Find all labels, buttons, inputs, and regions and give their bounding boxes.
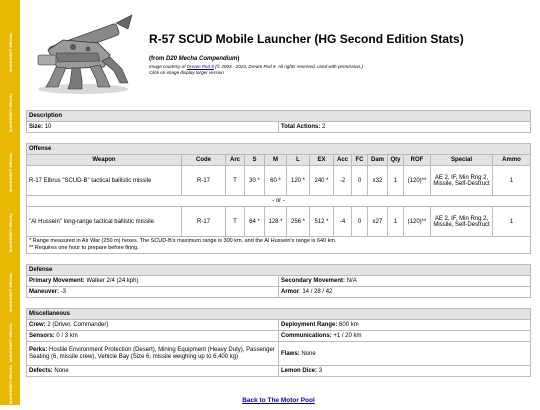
- deployment-value: 600 km: [339, 322, 359, 328]
- crew-value: 2 (Driver, Commander): [47, 322, 109, 328]
- maneuver-cell: [27, 287, 279, 298]
- col-arc: Arc: [226, 155, 245, 166]
- table-row: [27, 207, 531, 237]
- size-label: Size:: [29, 124, 44, 130]
- maneuver-value: -3: [60, 289, 67, 295]
- misc-table: [26, 308, 531, 377]
- sidebar-link[interactable]: [2, 88, 18, 138]
- weapon-qty: 1: [388, 166, 404, 196]
- defects-cell: [27, 366, 279, 377]
- col-dam: Dam: [368, 155, 388, 166]
- sidebar-link-label: MAKESHIFT MECHA: [7, 33, 13, 73]
- range-l: 120 *: [287, 166, 310, 196]
- credit-prefix: Image courtesy of: [149, 64, 187, 69]
- deployment-cell: [279, 320, 531, 331]
- armor-cell: [279, 287, 531, 298]
- weapon-acc: -2: [334, 166, 352, 196]
- secondary-movement-value: N/A: [346, 278, 357, 284]
- col-acc: Acc: [334, 155, 352, 166]
- crew-cell: [27, 320, 279, 331]
- sidebar-link[interactable]: [2, 208, 18, 258]
- offense-heading: Offense: [27, 144, 531, 155]
- communications-cell: [279, 331, 531, 342]
- range-ex: 240 *: [310, 166, 334, 196]
- perks-label: Perks:: [29, 346, 48, 353]
- range-m: 128 *: [265, 207, 287, 237]
- col-weapon: Weapon: [27, 155, 182, 166]
- weapon-arc: T: [226, 166, 245, 196]
- range-note: * Range measured in Air War (250 m) hexes. The SCUD-B's maximum range is 300 km, and the Al Hussein's range is 640 km.: [29, 238, 337, 244]
- col-m: M: [265, 155, 287, 166]
- range-s: 64 *: [245, 207, 265, 237]
- range-ex: 512 *: [310, 207, 334, 237]
- weapon-code: R-17: [182, 207, 226, 237]
- col-ammo: Ammo: [493, 155, 531, 166]
- maneuver-label: Maneuver:: [29, 289, 60, 295]
- sidebar-link[interactable]: [2, 28, 18, 78]
- defects-label: Defects:: [29, 368, 53, 374]
- sidebar-link[interactable]: [2, 360, 18, 410]
- main-content: [26, 0, 531, 404]
- communications-label: Communications:: [281, 333, 332, 339]
- weapon-dam: x27: [368, 207, 388, 237]
- armor-value: : 14 / 28 / 42: [299, 289, 333, 295]
- flaws-label: Flaws:: [281, 350, 300, 357]
- offense-header-row: [27, 155, 531, 166]
- crew-label: Crew:: [29, 322, 46, 328]
- sidebar-link-label: MAKESHIFT MECHA: [7, 323, 13, 363]
- mech-image[interactable]: [28, 5, 138, 95]
- actions-label: Total Actions:: [281, 124, 321, 130]
- weapon-fc: 0: [352, 166, 368, 196]
- range-l: 256 *: [287, 207, 310, 237]
- rof-note: ** Requires one hour to prepare before firing.: [29, 245, 139, 251]
- armor-label: Armor: [281, 289, 300, 295]
- primary-movement-cell: [27, 276, 279, 287]
- flaws-cell: [279, 342, 531, 366]
- col-qty: Qty: [388, 155, 404, 166]
- offense-notes: [27, 237, 531, 254]
- sensors-cell: [27, 331, 279, 342]
- defense-heading: Defense: [27, 265, 531, 276]
- credit-suffix: (© 2003 - 2023, Dream Pod 9. All rights reserved, used with permission.): [213, 64, 363, 69]
- weapon-special: AE 2, IF, Min Rng 2, Missile, Self-Destruct: [431, 166, 493, 196]
- sensors-label: Sensors:: [29, 333, 55, 339]
- dream-pod-9-link[interactable]: Dream Pod 9: [186, 64, 214, 69]
- secondary-movement-cell: [279, 276, 531, 287]
- col-special: Special: [431, 155, 493, 166]
- description-heading: Description: [27, 111, 531, 122]
- description-table: [26, 110, 531, 133]
- back-to-motor-pool-link[interactable]: Back to The Motor Pool: [242, 397, 315, 404]
- sidebar-link-label: MAKESHIFT MECHA: [7, 273, 13, 313]
- footer: [26, 397, 531, 404]
- page-title: R-57 SCUD Mobile Launcher (HG Second Edition Stats): [149, 32, 464, 46]
- flaws-value: None: [301, 350, 316, 357]
- weapon-ammo: 1: [493, 207, 531, 237]
- weapon-ammo: 1: [493, 166, 531, 196]
- defense-table: [26, 264, 531, 298]
- source-line: [149, 56, 239, 62]
- source-prefix: (from: [149, 56, 166, 62]
- sidebar-link-label: MAKESHIFT MECHA: [7, 213, 13, 253]
- image-credit: [149, 64, 363, 76]
- primary-movement-value: Walker 2/4 (24 kph): [86, 278, 139, 284]
- col-l: L: [287, 155, 310, 166]
- col-fc: FC: [352, 155, 368, 166]
- range-s: 30 *: [245, 166, 265, 196]
- sidebar-link[interactable]: [2, 148, 18, 198]
- page-header: [26, 0, 531, 110]
- col-ex: EX: [310, 155, 334, 166]
- size-value: 10: [44, 124, 52, 130]
- col-rof: ROF: [404, 155, 431, 166]
- or-separator: - or -: [27, 196, 531, 207]
- table-row: [27, 166, 531, 196]
- source-suffix: ): [237, 56, 240, 62]
- lemon-dice-value: 3: [318, 368, 323, 374]
- col-s: S: [245, 155, 265, 166]
- sidebar-link-label: MAKESHIFT MECHA: [7, 365, 13, 405]
- sidebar-link-label: MAKESHIFT MECHA: [7, 153, 13, 193]
- sidebar-link-label: MAKESHIFT MECHA: [7, 93, 13, 133]
- weapon-qty: 1: [388, 207, 404, 237]
- weapon-fc: 0: [352, 207, 368, 237]
- communications-value: +1 / 20 km: [333, 333, 362, 339]
- click-note: Click on image display larger version: [149, 70, 224, 75]
- weapon-name: R-17 Elbrus "SCUD-B" tactical ballistic missile: [27, 166, 182, 196]
- range-m: 60 *: [265, 166, 287, 196]
- perks-value: Hostile Environment Protection (Desert), Mining Equipment (Heavy Duty), Passenger Seating (6, missile crew), Vehicle Bay (Size 6, missile weighing up to 6,400 kg): [29, 346, 275, 360]
- actions-cell: [279, 122, 531, 133]
- secondary-movement-label: Secondary Movement:: [281, 278, 346, 284]
- actions-value: 2: [322, 124, 326, 130]
- weapon-rof: (120)**: [404, 166, 431, 196]
- deployment-label: Deployment Range:: [281, 322, 338, 328]
- weapon-code: R-17: [182, 166, 226, 196]
- weapon-special: AE 2, IF, Min Rng 2, Missile, Self-Destruct: [431, 207, 493, 237]
- weapon-dam: x32: [368, 166, 388, 196]
- perks-cell: [27, 342, 279, 366]
- primary-movement-label: Primary Movement:: [29, 278, 85, 284]
- offense-table: [26, 143, 531, 254]
- defects-value: None: [54, 368, 69, 374]
- weapon-arc: T: [226, 207, 245, 237]
- weapon-name: "Al Hussein" long-range tactical ballistic missile: [27, 207, 182, 237]
- sidebar: [0, 0, 20, 405]
- lemon-dice-cell: [279, 366, 531, 377]
- size-cell: [27, 122, 279, 133]
- source-book-title: D20 Mecha Compendium: [166, 56, 238, 62]
- col-code: Code: [182, 155, 226, 166]
- weapon-acc: -4: [334, 207, 352, 237]
- misc-heading: Miscellaneous: [27, 309, 531, 320]
- sidebar-link[interactable]: [2, 268, 18, 318]
- lemon-dice-label: Lemon Dice:: [281, 368, 318, 374]
- weapon-rof: (120)**: [404, 207, 431, 237]
- sensors-value: 0 / 3 km: [56, 333, 78, 339]
